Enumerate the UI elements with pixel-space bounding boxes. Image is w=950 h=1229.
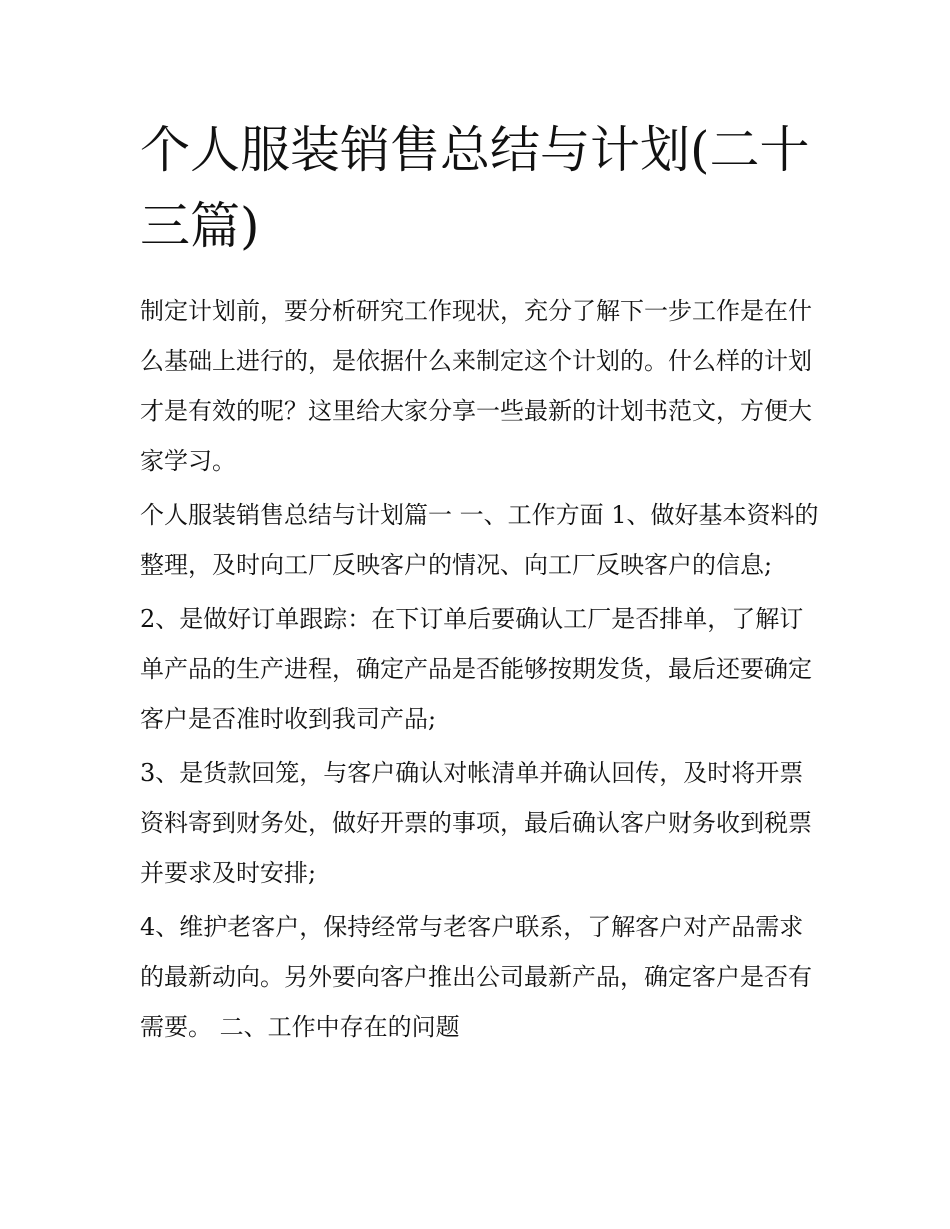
- document-title: 个人服装销售总结与计划(二十三篇): [140, 121, 810, 255]
- paragraph-intro: 制定计划前，要分析研究工作现状，充分了解下一步工作是在什么基础上进行的，是依据什么来制定这个计划的。什么样的计划才是有效的呢？这里给大家分享一些最新的计划书范文，方便大家学习。: [140, 297, 812, 475]
- paragraph-item-2: 2、是做好订单跟踪：在下订单后要确认工厂是否排单，了解订单产品的生产进程，确定产品是否能够按期发货，最后还要确定客户是否准时收到我司产品;: [140, 605, 812, 733]
- document-page: [140, 112, 820, 1056]
- paragraph-item-3: 3、是货款回笼，与客户确认对帐清单并确认回传，及时将开票资料寄到财务处，做好开票的事项，最后确认客户财务收到税票并要求及时安排;: [140, 759, 812, 887]
- paragraph-section-1: 个人服装销售总结与计划篇一 一、工作方面 1、做好基本资料的整理，及时向工厂反映客户的情况、向工厂反映客户的信息;: [140, 501, 819, 579]
- paragraph-item-4: 4、维护老客户，保持经常与老客户联系，了解客户对产品需求的最新动向。另外要向客户推出公司最新产品，确定客户是否有需要。 二、工作中存在的问题: [140, 913, 812, 1041]
